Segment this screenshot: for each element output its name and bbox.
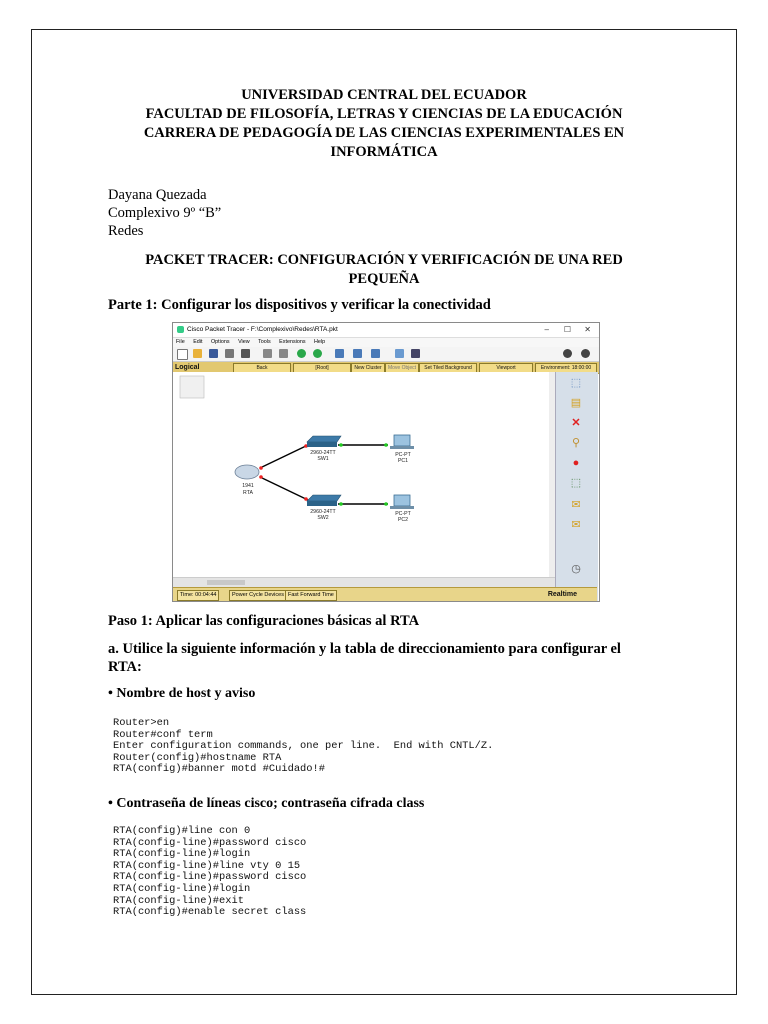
pt-window-title: Cisco Packet Tracer - F:\Complexivo\Redes\RTA.pkt (187, 326, 338, 333)
inspect-tool-icon[interactable]: ⚲ (571, 437, 581, 449)
pc-icon[interactable] (394, 435, 410, 446)
code-block-hostname: Router>en Router#conf term Enter configuration commands, one per line. End with CNTL/Z. Router(config)#hostname RTA RTA(config)#banner motd #Cuidado!# (113, 717, 494, 776)
link-light-icon (384, 443, 388, 447)
pc2-model-label: PC-PT (395, 511, 411, 517)
pt-menubar (173, 338, 599, 347)
sw2-name-label: SW2 (317, 515, 329, 521)
menu-edit[interactable]: Edit (193, 339, 203, 345)
code-block-passwords: RTA(config)#line con 0 RTA(config-line)#password cisco RTA(config-line)#login RTA(config-line)#line vty 0 15 RTA(config-line)#password cisco RTA(config-line)#login RTA(config-line)#exit RTA(config)#enable secret class (113, 825, 307, 919)
student-subject: Redes (108, 223, 144, 239)
select-tool-icon[interactable]: ⬚ (570, 377, 582, 389)
switch-icon[interactable] (307, 495, 341, 501)
pt-titlebar (173, 323, 599, 338)
pc-icon[interactable] (390, 446, 414, 449)
undo-icon[interactable] (297, 349, 306, 358)
sw1-model-label: 2960-24TT (310, 450, 336, 456)
close-button[interactable]: ✕ (584, 325, 591, 334)
logical-tab[interactable]: Logical (175, 364, 200, 371)
maximize-button[interactable]: ☐ (563, 325, 571, 334)
router-icon[interactable] (235, 465, 259, 479)
back-button[interactable]: Back (233, 363, 291, 374)
link-light-icon (304, 497, 308, 501)
minimize-button[interactable]: – (544, 325, 549, 334)
add-simple-pdu-icon[interactable]: ✉ (571, 499, 581, 511)
viewport-button[interactable]: Viewport (479, 363, 533, 374)
scroll-thumb[interactable] (207, 580, 245, 585)
link-light-icon (259, 466, 263, 470)
sw1-name-label: SW1 (317, 456, 329, 462)
pc-icon[interactable] (394, 495, 410, 506)
draw-ellipse-tool-icon[interactable]: ● (572, 457, 580, 469)
header-faculty: FACULTAD DE FILOSOFÍA, LETRAS Y CIENCIAS DE LA EDUCACIÓN (145, 106, 623, 122)
link-light-icon (339, 443, 343, 447)
info-icon[interactable] (563, 349, 572, 358)
link-rta-sw2 (260, 477, 308, 500)
menu-options[interactable]: Options (210, 339, 230, 345)
new-cluster-button[interactable]: New Cluster (351, 363, 385, 374)
environment-button[interactable]: Environment: 18:00:00 (535, 363, 597, 374)
cluster-icon[interactable] (180, 376, 204, 398)
common-tools-panel (555, 372, 598, 601)
pc1-model-label: PC-PT (395, 452, 411, 458)
set-tiled-background-button[interactable]: Set Tiled Background (419, 363, 477, 374)
item-a: a. Utilice la siguiente información y la tabla de direccionamiento para configurar el (108, 641, 621, 657)
pc-icon[interactable] (390, 506, 414, 509)
note-tool-icon[interactable]: ▤ (570, 397, 582, 409)
pc1-name-label: PC1 (397, 458, 409, 464)
resize-tool-icon[interactable]: ⬚ (570, 477, 582, 489)
menu-help[interactable]: Help (314, 339, 326, 345)
link-light-icon (259, 475, 263, 479)
packet-tracer-logo-icon (177, 326, 184, 333)
link-light-icon (339, 502, 343, 506)
rta-model-label: 1941 (242, 483, 254, 489)
redo-icon[interactable] (313, 349, 322, 358)
doc-title: PACKET TRACER: CONFIGURACIÓN Y VERIFICACIÓN DE UNA RED (145, 252, 623, 268)
time-display: Time: 00:04:44 (177, 590, 219, 601)
copy-icon[interactable] (263, 349, 272, 358)
rta-name-label: RTA (243, 490, 253, 496)
topology-svg (173, 372, 549, 577)
fast-forward-button[interactable]: Fast Forward Time (285, 590, 337, 601)
custom-device-icon[interactable] (411, 349, 420, 358)
new-file-icon[interactable] (177, 349, 188, 360)
student-name: Dayana Quezada (108, 187, 207, 203)
packet-tracer-window (172, 322, 600, 602)
header-university: UNIVERSIDAD CENTRAL DEL ECUADOR (241, 87, 527, 103)
pc2-name-label: PC2 (397, 517, 409, 523)
add-complex-pdu-icon[interactable]: ✉ (571, 519, 581, 531)
link-rta-sw1 (260, 445, 308, 468)
save-icon[interactable] (209, 349, 218, 358)
pt-statusbar (173, 587, 597, 602)
print-icon[interactable] (225, 349, 234, 358)
menu-extensions[interactable]: Extensions (279, 339, 306, 345)
bullet-hostname: • Nombre de host y aviso (108, 686, 256, 701)
menu-tools[interactable]: Tools (258, 339, 271, 345)
logical-canvas[interactable] (173, 372, 555, 577)
power-cycle-button[interactable]: Power Cycle Devices (229, 590, 287, 601)
activity-wizard-icon[interactable] (241, 349, 250, 358)
delete-tool-icon[interactable]: ✕ (571, 417, 581, 429)
menu-view[interactable]: View (238, 339, 250, 345)
open-folder-icon[interactable] (193, 349, 202, 358)
paste-icon[interactable] (279, 349, 288, 358)
bullet-passwords: • Contraseña de líneas cisco; contraseña cifrada class (108, 796, 425, 811)
root-button[interactable]: [Root] (293, 363, 351, 374)
switch-icon[interactable] (307, 436, 341, 442)
link-light-icon (384, 502, 388, 506)
zoom-in-icon[interactable] (335, 349, 344, 358)
realtime-clock-icon[interactable]: ◷ (571, 563, 581, 575)
part1-heading: Parte 1: Configurar los dispositivos y verificar la conectividad (108, 297, 491, 313)
pt-toolbar (173, 347, 599, 362)
student-group: Complexivo 9º “B” (108, 205, 222, 221)
menu-file[interactable]: File (176, 339, 185, 345)
zoom-out-icon[interactable] (371, 349, 380, 358)
help-icon[interactable] (581, 349, 590, 358)
paso1-heading: Paso 1: Aplicar las configuraciones básicas al RTA (108, 613, 420, 629)
doc-title-cont: PEQUEÑA (348, 271, 420, 287)
switch-icon[interactable] (307, 442, 337, 447)
zoom-reset-icon[interactable] (353, 349, 362, 358)
switch-icon[interactable] (307, 501, 337, 506)
palette-icon[interactable] (395, 349, 404, 358)
item-a-cont: RTA: (108, 659, 142, 675)
header-career: CARRERA DE PEDAGOGÍA DE LAS CIENCIAS EXPERIMENTALES EN (143, 125, 625, 141)
move-object-button[interactable]: Move Object (385, 363, 419, 374)
realtime-mode-label[interactable]: Realtime (547, 591, 577, 598)
header-career-cont: INFORMÁTICA (330, 144, 438, 160)
sw2-model-label: 2960-24TT (310, 509, 336, 515)
